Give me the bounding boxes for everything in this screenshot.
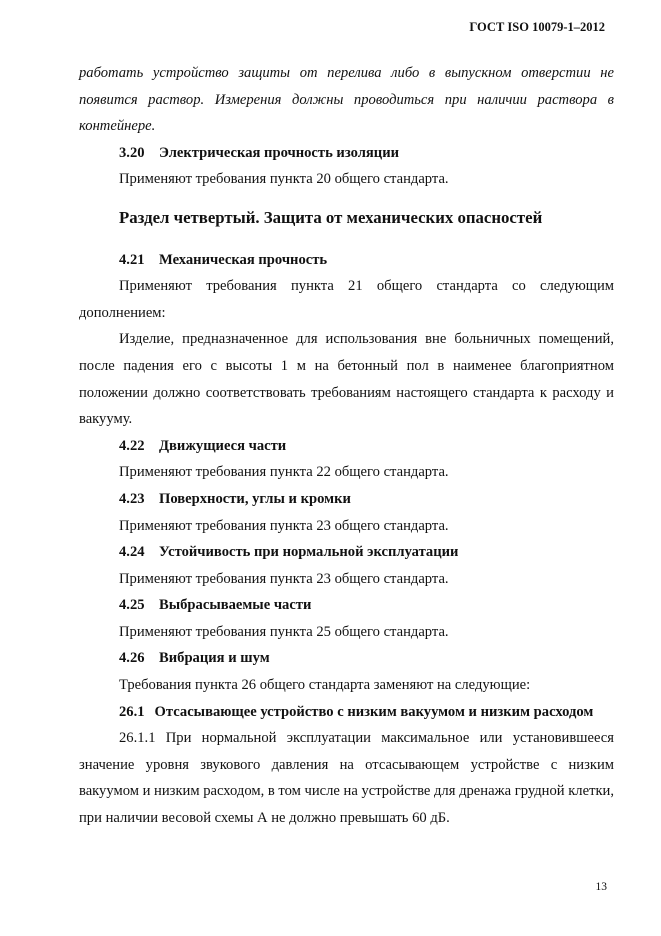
- heading-4-25: [79, 592, 614, 619]
- heading-title: Поверхности, углы и кромки: [159, 490, 351, 507]
- heading-title: Электрическая прочность изоляции: [159, 144, 400, 161]
- heading-number: 26.1: [119, 703, 145, 720]
- paragraph-4-23: Применяют требования пункта 23 общего стандарта.: [119, 517, 449, 534]
- paragraph-26-1-1: 26.1.1 При нормальной эксплуатации максимальное или установившееся значение уровня звукового давления на отсасывающем устройстве с низким вакуумом и низким расходом, в том числе на устройстве для дренажа грудной клетки, при наличии весовой схемы А не должно превышать 60 дБ.: [79, 730, 614, 827]
- section-title: Раздел четвертый. Защита от механических опасностей: [119, 207, 543, 227]
- heading-title: Механическая прочность: [159, 251, 328, 268]
- heading-number: 4.23: [119, 490, 145, 507]
- heading-title: Отсасывающее устройство с низким вакуумом и низким расходом: [154, 703, 594, 720]
- heading-number: 3.20: [119, 144, 145, 161]
- paragraph-4-24: Применяют требования пункта 23 общего стандарта.: [119, 570, 449, 587]
- heading-4-23: [79, 486, 614, 513]
- intro-paragraph: работать устройство защиты от перелива либо в выпускном отверстии не появится раствор. Измерения должны проводиться при наличии раствора в контейнере.: [79, 65, 614, 135]
- heading-number: 4.22: [119, 437, 145, 454]
- document-header: ГОСТ ISO 10079-1–2012: [469, 20, 605, 34]
- paragraph-4-21-b: Изделие, предназначенное для использования вне больничных помещений, после падения его с высоты 1 м на бетонный пол в наименее благоприятном положении должно соответствовать требованиям настоящего стандарта к расходу и вакууму.: [79, 331, 614, 428]
- heading-4-26: [79, 645, 614, 672]
- heading-26-1: [79, 699, 614, 726]
- page-number: 13: [595, 881, 607, 893]
- page-content: [79, 60, 614, 832]
- heading-4-22: [79, 433, 614, 460]
- paragraph-3-20: Применяют требования пункта 20 общего стандарта.: [119, 171, 449, 188]
- heading-3-20: [79, 140, 614, 167]
- paragraph-4-26: Требования пункта 26 общего стандарта заменяют на следующие:: [119, 677, 531, 694]
- heading-title: Вибрация и шум: [159, 650, 270, 667]
- heading-title: Выбрасываемые части: [159, 597, 312, 614]
- heading-number: 4.25: [119, 597, 145, 614]
- paragraph-4-21-a: Применяют требования пункта 21 общего стандарта со следующим дополнением:: [79, 278, 614, 321]
- heading-number: 4.21: [119, 251, 145, 268]
- heading-number: 4.26: [119, 650, 145, 667]
- heading-title: Устойчивость при нормальной эксплуатации: [159, 544, 459, 561]
- paragraph-4-22: Применяют требования пункта 22 общего стандарта.: [119, 464, 449, 481]
- heading-number: 4.24: [119, 544, 145, 561]
- heading-4-21: [79, 247, 614, 274]
- heading-4-24: [79, 539, 614, 566]
- heading-title: Движущиеся части: [159, 437, 287, 454]
- paragraph-4-25: Применяют требования пункта 25 общего стандарта.: [119, 623, 449, 640]
